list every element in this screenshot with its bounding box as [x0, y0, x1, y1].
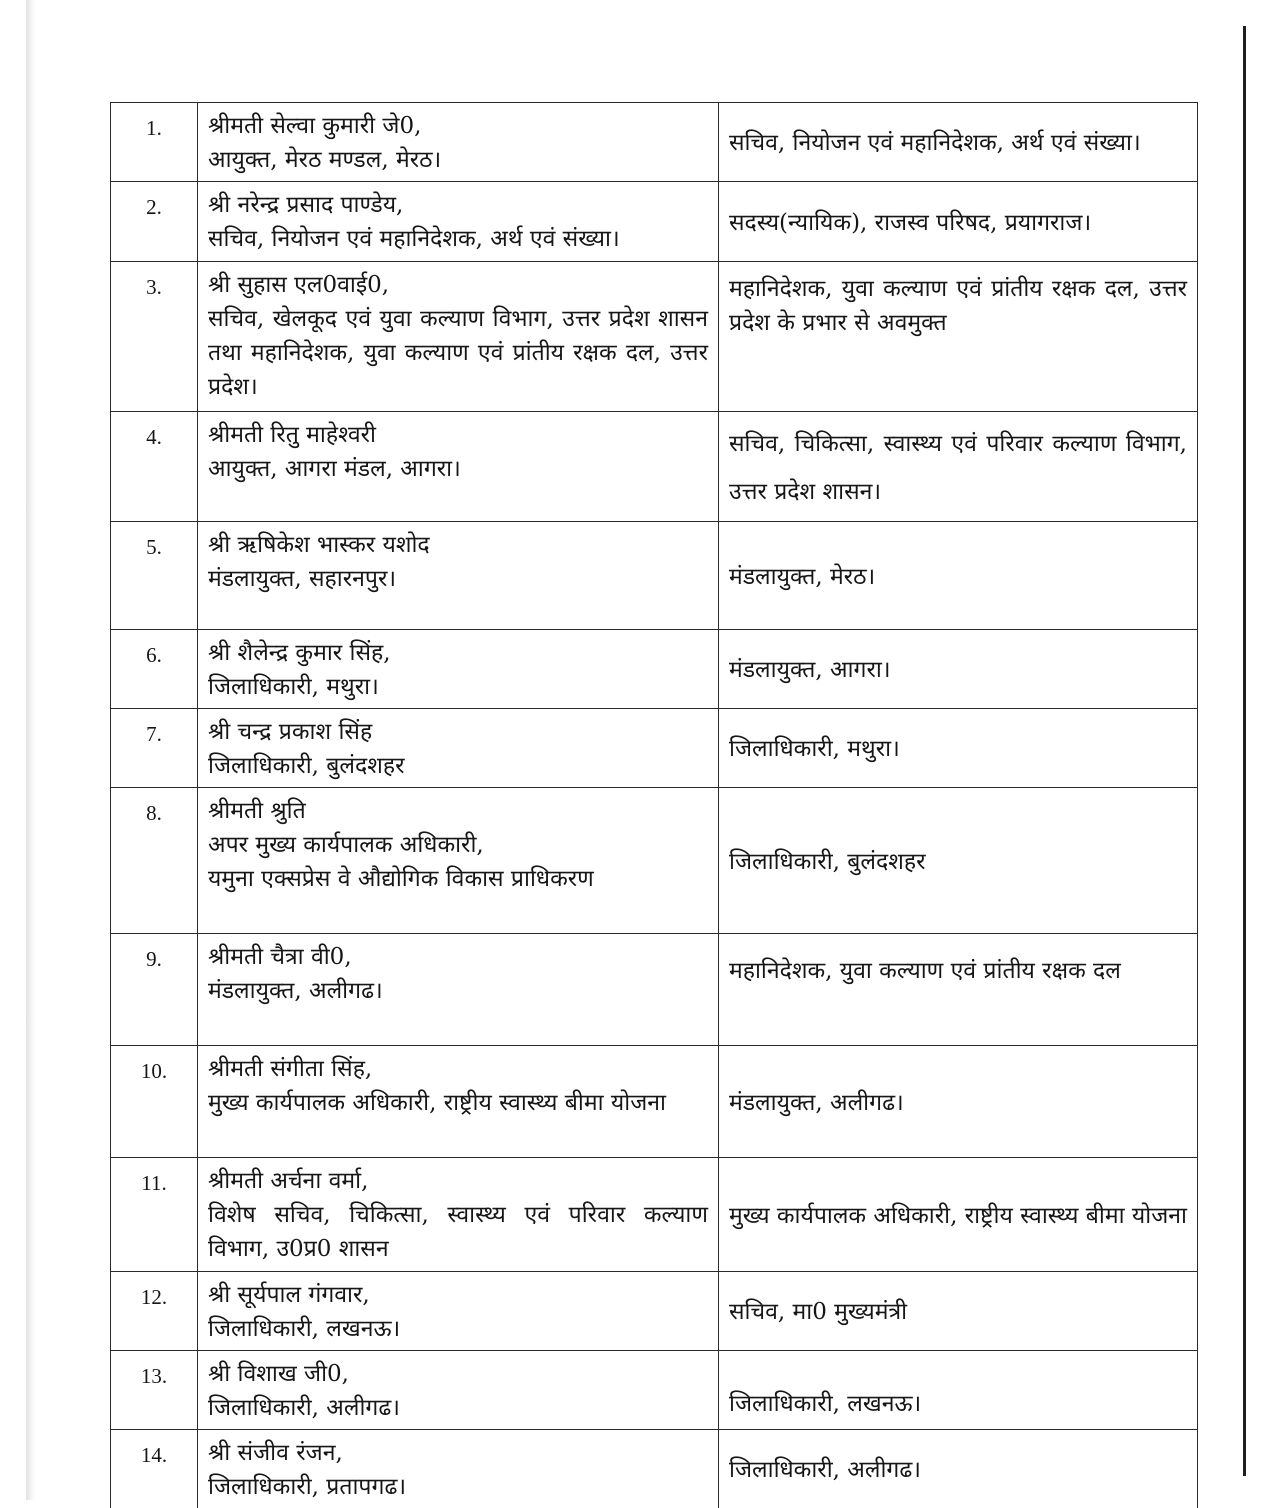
officer-cell [198, 262, 719, 412]
table-row [111, 412, 1198, 522]
table-row [111, 630, 1198, 709]
current-post: जिलाधिकारी, लखनऊ। [208, 1312, 708, 1346]
new-posting: जिलाधिकारी, मथुरा। [719, 709, 1198, 788]
officer-name: श्रीमती संगीता सिंह, [208, 1052, 708, 1086]
serial-number: 11. [111, 1158, 198, 1272]
new-posting: जिलाधिकारी, अलीगढ। [719, 1430, 1198, 1508]
new-posting: मंडलायुक्त, आगरा। [719, 630, 1198, 709]
officer-cell [198, 1158, 719, 1272]
serial-number: 5. [111, 522, 198, 630]
officer-name: श्री सूर्यपाल गंगवार, [208, 1278, 708, 1312]
officer-cell [198, 412, 719, 522]
new-posting: मंडलायुक्त, अलीगढ। [719, 1046, 1198, 1158]
officer-name: श्री नरेन्द्र प्रसाद पाण्डेय, [208, 188, 708, 222]
officer-cell [198, 1272, 719, 1351]
current-post: जिलाधिकारी, प्रतापगढ। [208, 1470, 708, 1504]
officer-name: श्रीमती श्रुति [208, 794, 708, 828]
serial-number: 3. [111, 262, 198, 412]
current-post: जिलाधिकारी, अलीगढ। [208, 1391, 708, 1425]
table-row [111, 934, 1198, 1046]
new-posting: मुख्य कार्यपालक अधिकारी, राष्ट्रीय स्वास्थ्य बीमा योजना [719, 1158, 1198, 1272]
current-post: मुख्य कार्यपालक अधिकारी, राष्ट्रीय स्वास्थ्य बीमा योजना [208, 1086, 708, 1120]
scan-edge-left [26, 0, 36, 1500]
current-post: मंडलायुक्त, अलीगढ। [208, 974, 708, 1008]
new-posting: महानिदेशक, युवा कल्याण एवं प्रांतीय रक्षक दल, उत्तर प्रदेश के प्रभार से अवमुक्त [719, 262, 1198, 412]
serial-number: 1. [111, 103, 198, 182]
current-post: विशेष सचिव, चिकित्सा, स्वास्थ्य एवं परिवार कल्याण विभाग, उ0प्र0 शासन [208, 1198, 708, 1266]
officer-cell [198, 103, 719, 182]
table-row [111, 1430, 1198, 1508]
officer-name: श्री संजीव रंजन, [208, 1436, 708, 1470]
officer-cell [198, 934, 719, 1046]
officer-cell [198, 1430, 719, 1508]
transfer-table [110, 102, 1198, 1508]
table-row [111, 1046, 1198, 1158]
scan-edge-right [1243, 26, 1246, 1476]
officer-cell [198, 630, 719, 709]
officer-name: श्री ऋषिकेश भास्कर यशोद [208, 528, 708, 562]
officer-cell [198, 788, 719, 934]
new-posting: सचिव, चिकित्सा, स्वास्थ्य एवं परिवार कल्याण विभाग, उत्तर प्रदेश शासन। [719, 412, 1198, 522]
officer-cell [198, 1046, 719, 1158]
current-post: आयुक्त, मेरठ मण्डल, मेरठ। [208, 143, 708, 177]
serial-number: 13. [111, 1351, 198, 1430]
current-post: मंडलायुक्त, सहारनपुर। [208, 562, 708, 596]
current-post: सचिव, खेलकूद एवं युवा कल्याण विभाग, उत्तर प्रदेश शासन तथा महानिदेशक, युवा कल्याण एवं प्रांतीय रक्षक दल, उत्तर प्रदेश। [208, 302, 708, 404]
officer-cell [198, 709, 719, 788]
officer-name: श्री सुहास एल0वाई0, [208, 268, 708, 302]
serial-number: 6. [111, 630, 198, 709]
new-posting: सचिव, मा0 मुख्यमंत्री [719, 1272, 1198, 1351]
new-posting: महानिदेशक, युवा कल्याण एवं प्रांतीय रक्षक दल [719, 934, 1198, 1046]
serial-number: 10. [111, 1046, 198, 1158]
current-post: जिलाधिकारी, मथुरा। [208, 670, 708, 704]
officer-name: श्रीमती रितु माहेश्वरी [208, 418, 708, 452]
current-post-line-2: यमुना एक्सप्रेस वे औद्योगिक विकास प्राधिकरण [208, 862, 708, 896]
serial-number: 14. [111, 1430, 198, 1508]
table-row [111, 1351, 1198, 1430]
officer-cell [198, 182, 719, 262]
table-row [111, 1158, 1198, 1272]
table-row [111, 1272, 1198, 1351]
table-row [111, 522, 1198, 630]
officer-cell [198, 522, 719, 630]
new-posting: सदस्य(न्यायिक), राजस्व परिषद, प्रयागराज। [719, 182, 1198, 262]
serial-number: 12. [111, 1272, 198, 1351]
table-row [111, 788, 1198, 934]
officer-name: श्रीमती अर्चना वर्मा, [208, 1164, 708, 1198]
officer-name: श्री शैलेन्द्र कुमार सिंह, [208, 636, 708, 670]
officer-name: श्री विशाख जी0, [208, 1357, 708, 1391]
current-post: सचिव, नियोजन एवं महानिदेशक, अर्थ एवं संख्या। [208, 222, 708, 256]
new-posting: जिलाधिकारी, लखनऊ। [719, 1351, 1198, 1430]
officer-name: श्रीमती चैत्रा वी0, [208, 940, 708, 974]
serial-number: 7. [111, 709, 198, 788]
current-post: आयुक्त, आगरा मंडल, आगरा। [208, 452, 708, 486]
table-row [111, 182, 1198, 262]
table-row [111, 103, 1198, 182]
new-posting: जिलाधिकारी, बुलंदशहर [719, 788, 1198, 934]
officer-cell [198, 1351, 719, 1430]
table-row [111, 262, 1198, 412]
current-post: अपर मुख्य कार्यपालक अधिकारी, [208, 828, 708, 862]
officer-name: श्रीमती सेल्वा कुमारी जे0, [208, 109, 708, 143]
serial-number: 2. [111, 182, 198, 262]
table-row [111, 709, 1198, 788]
serial-number: 8. [111, 788, 198, 934]
serial-number: 9. [111, 934, 198, 1046]
serial-number: 4. [111, 412, 198, 522]
new-posting: मंडलायुक्त, मेरठ। [719, 522, 1198, 630]
new-posting: सचिव, नियोजन एवं महानिदेशक, अर्थ एवं संख्या। [719, 103, 1198, 182]
current-post: जिलाधिकारी, बुलंदशहर [208, 749, 708, 783]
officer-name: श्री चन्द्र प्रकाश सिंह [208, 715, 708, 749]
